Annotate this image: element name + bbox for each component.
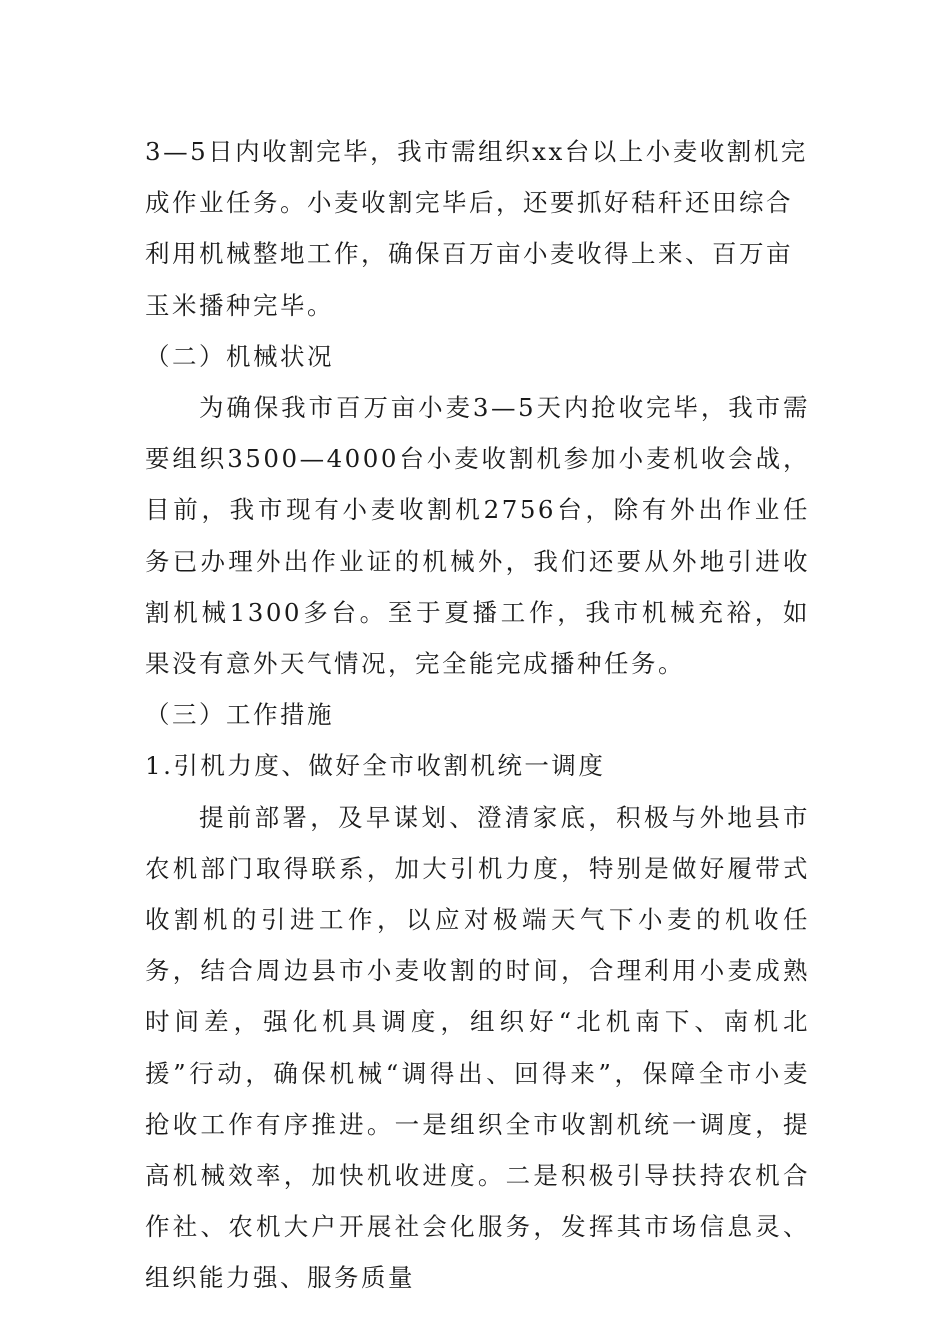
paragraph-machinery-status: 为确保我市百万亩小麦3—5天内抢收完毕，我市需要组织3500—4000台小麦收割机参加小麦机收会战，目前，我市现有小麦收割机2756台，除有外出作业任务已办理外出作业证的机械外，我们还要从外地引进收割机械1300多台。至于夏播工作，我市机械充裕，如果没有意外天气情况，完全能完成播种任务。	[145, 393, 810, 679]
subheading-dispatch: 1.引机力度、做好全市收割机统一调度	[145, 751, 606, 781]
section-heading-machinery-status: （二）机械状况	[145, 341, 334, 371]
paragraph-dispatch: 提前部署，及早谋划、澄清家底，积极与外地县市农机部门取得联系，加大引机力度，特别是做好履带式收割机的引进工作，以应对极端天气下小麦的机收任务，结合周边县市小麦收割的时间，合理利用小麦成熟时间差，强化机具调度，组织好“北机南下、南机北援”行动，确保机械“调得出、回得来”，保障全市小麦抢收工作有序推进。一是组织全市收割机统一调度，提高机械效率，加快机收进度。二是积极引导扶持农机合作社、农机大户开展社会化服务，发挥其市场信息灵、组织能力强、服务质量	[145, 802, 810, 1293]
section-heading-work-measures: （三）工作措施	[145, 700, 334, 730]
document-page	[145, 126, 810, 1304]
continuation-paragraph: 3—5日内收割完毕，我市需组织xx台以上小麦收割机完成作业任务。小麦收割完毕后，还要抓好秸秆还田综合利用机械整地工作，确保百万亩小麦收得上来、百万亩玉米播种完毕。	[145, 137, 808, 320]
